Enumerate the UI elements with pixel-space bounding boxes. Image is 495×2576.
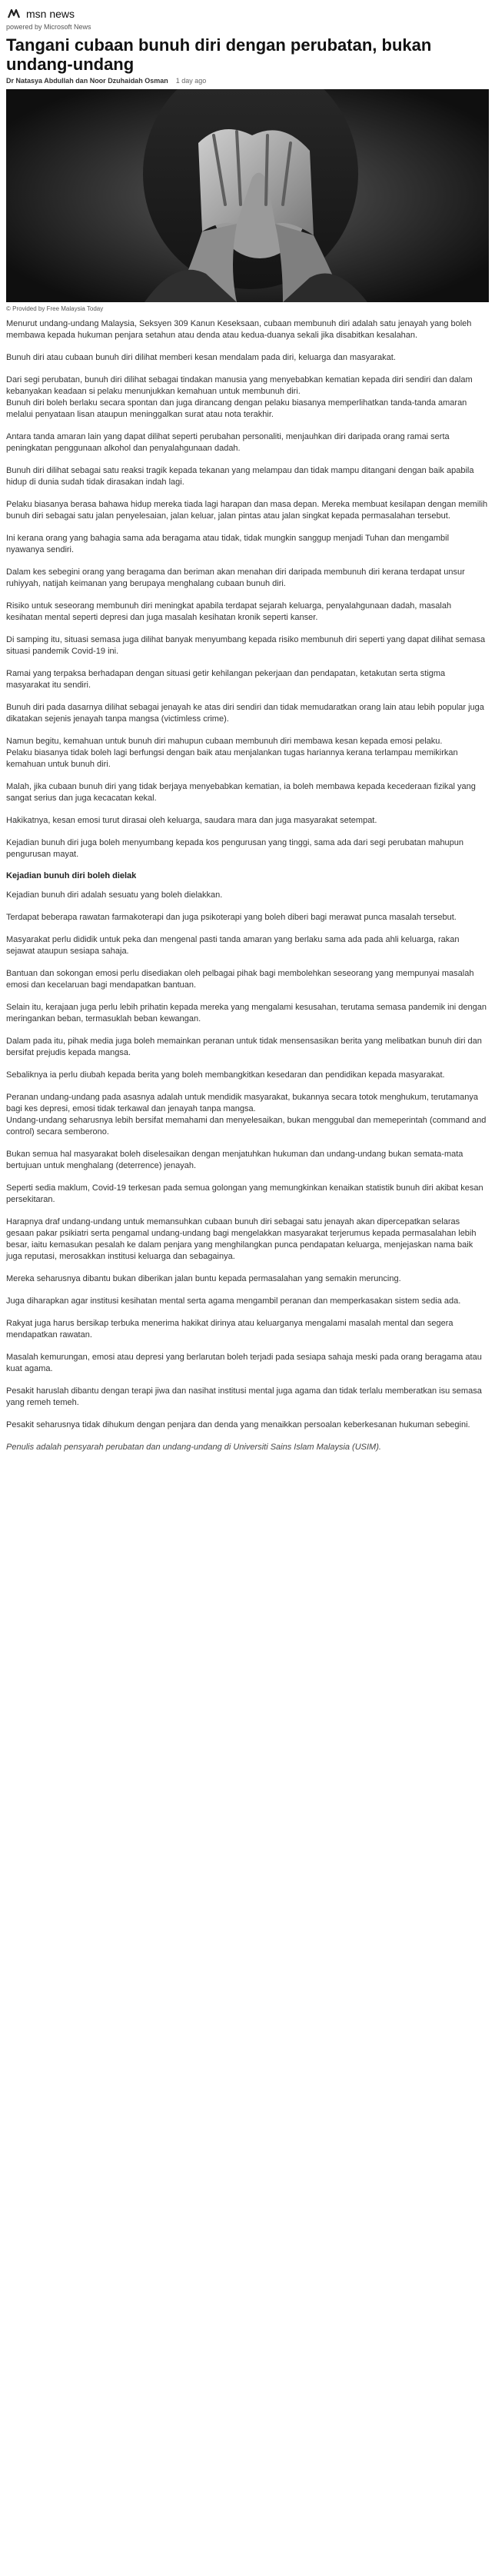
paragraph: Rakyat juga harus bersikap terbuka menerima hakikat dirinya atau keluarganya mengalami masalah mental dan segera mendapatkan rawatan. xyxy=(6,1319,453,1340)
paragraph: Selain itu, kerajaan juga perlu lebih prihatin kepada mereka yang mengalami kesusahan, terutama semasa pandemik ini dengan meringankan beban, termasuklah beban kewangan. xyxy=(6,1003,487,1023)
article-subheading: Kejadian bunuh diri boleh dielak xyxy=(6,871,137,880)
paragraph: Bunuh diri pada dasarnya dilihat sebagai jenayah ke atas diri sendiri dan tidak memudaratkan orang lain atau lebih popular juga dikatakan sejenis jenayah tanpa mangsa (victimless crime). xyxy=(6,703,484,724)
article-title: Tangani cubaan bunuh diri dengan perubatan, bukan undang-undang xyxy=(6,35,432,74)
paragraph: Harapnya draf undang-undang untuk memansuhkan cubaan bunuh diri sebagai satu jenayah akan dipercepatkan selaras gesaan pakar psikiatri serta pengamal undang-undang bagi mengelakkan masyarakat terjerumus kepada permasalahan lebih besar, iaitu kemasukan pesalah ke dalam penjara yang menghilangkan punca pendapatan keluarga, menjejaskan nama baik juga reputasi, merosakkan institusi keluarga dan sebagainya. xyxy=(6,1217,477,1261)
paragraph: Risiko untuk seseorang membunuh diri meningkat apabila terdapat sejarah keluarga, penyalahgunaan dadah, masalah kesihatan mental seperti depresi dan juga masalah kesihatan kronik seperti kanser. xyxy=(6,601,452,622)
paragraph: Sebaliknya ia perlu diubah kepada berita yang boleh membangkitkan kesedaran dan pendidikan kepada masyarakat. xyxy=(6,1070,445,1080)
paragraph: Bunuh diri dilihat sebagai satu reaksi tragik kepada tekanan yang melampau dan tidak mampu ditangani dengan baik apabila hidup di dunia sudah tidak dirasakan indah lagi. xyxy=(6,466,474,487)
paragraph: Dalam kes sebegini orang yang beragama dan beriman akan menahan diri daripada membunuh diri kerana terdapat unsur ruhiyyah, natijah keimanan yang berupaya menghalang cubaan bunuh diri. xyxy=(6,567,465,588)
paragraph: Pesakit haruslah dibantu dengan terapi jiwa dan nasihat institusi mental juga agama dan tidak terlalu memberatkan isu semasa yang remeh temeh. xyxy=(6,1386,482,1407)
paragraph: Bantuan dan sokongan emosi perlu disediakan oleh pelbagai pihak bagi membolehkan seseorang yang mempunyai masalah emosi dan kecelaruan bagi mendapatkan bantuan. xyxy=(6,969,474,990)
paragraph: Malah, jika cubaan bunuh diri yang tidak berjaya menyebabkan kematian, ia boleh membawa kepada kecederaan fizikal yang sangat serius dan juga kecacatan kekal. xyxy=(6,782,476,803)
image-caption: © Provided by Free Malaysia Today xyxy=(6,305,104,312)
brand-name[interactable]: msn news xyxy=(26,8,75,20)
paragraph: Kejadian bunuh diri juga boleh menyumbang kepada kos pengurusan yang tinggi, sama ada dari segi perubatan mahupun pengurusan mayat. xyxy=(6,838,464,859)
paragraph: Antara tanda amaran lain yang dapat dilihat seperti perubahan personaliti, menjauhkan diri daripada orang ramai serta peningkatan penggunaan alkohol dan penyalahgunaan dadah. xyxy=(6,432,450,453)
powered-by-label: powered by Microsoft News xyxy=(6,23,91,31)
paragraph: Dari segi perubatan, bunuh diri dilihat sebagai tindakan manusia yang menyebabkan kematian kepada diri sendiri dan dalam kebanyakan keadaan si pelaku menunjukkan kemahuan untuk membunuh diri. Bunuh diri boleh berlaku secara spontan dan juga dirancang dengan pelaku biasanya memperlihatkan tanda-tanda amaran melalui penyataan lisan ataupun meninggalkan surat atau nota terakhir. xyxy=(6,375,473,419)
paragraph: Dalam pada itu, pihak media juga boleh memainkan peranan untuk tidak mensensasikan berita yang melibatkan bunuh diri dan bersifat prejudis kepada mangsa. xyxy=(6,1037,482,1057)
msn-logo-icon[interactable] xyxy=(6,6,22,22)
site-header xyxy=(6,0,489,22)
paragraph: Hakikatnya, kesan emosi turut dirasai oleh keluarga, saudara mara dan juga masyarakat setempat. xyxy=(6,816,377,825)
paragraph: Kejadian bunuh diri adalah sesuatu yang boleh dielakkan. xyxy=(6,890,223,900)
paragraph: Menurut undang-undang Malaysia, Seksyen 309 Kanun Keseksaan, cubaan membunuh diri adalah satu jenayah yang boleh membawa kepada hukuman penjara setahun atau denda atau kedua-duanya sekali jika disabitkan kesalahan. xyxy=(6,319,472,340)
article-authors[interactable]: Dr Natasya Abdullah dan Noor Dzuhaidah Osman xyxy=(6,77,168,85)
article-paragraphs-continued xyxy=(6,890,489,1431)
paragraph: Bunuh diri atau cubaan bunuh diri dilihat memberi kesan mendalam pada diri, keluarga dan masyarakat. xyxy=(6,353,396,362)
paragraph: Masalah kemurungan, emosi atau depresi yang berlarutan boleh terjadi pada sesiapa sahaja meski pada orang beragama atau kuat agama. xyxy=(6,1353,482,1373)
article-meta xyxy=(6,77,489,85)
paragraph: Terdapat beberapa rawatan farmakoterapi dan juga psikoterapi yang boleh diberi bagi merawat punca masalah tersebut. xyxy=(6,913,457,922)
distressed-woman-photo xyxy=(6,89,489,302)
paragraph: Di samping itu, situasi semasa juga dilihat banyak menyumbang kepada risiko membunuh diri seperti yang dapat dilihat semasa situasi pandemik Covid-19 ini. xyxy=(6,635,486,656)
article-hero-image xyxy=(6,89,489,302)
paragraph: Seperti sedia maklum, Covid-19 terkesan pada semua golongan yang memungkinkan kenaikan statistik bunuh diri akibat kesan persekitaran. xyxy=(6,1183,483,1204)
paragraph: Bukan semua hal masyarakat boleh diselesaikan dengan menjatuhkan hukuman dan undang-undang bukan semata-mata bertujuan untuk menghalang (deterrence) jenayah. xyxy=(6,1150,463,1170)
paragraph: Ini kerana orang yang bahagia sama ada beragama atau tidak, tidak mungkin sanggup menjadi Tuhan dan mengambil nyawanya sendiri. xyxy=(6,534,450,554)
paragraph: Pelaku biasanya berasa bahawa hidup mereka tiada lagi harapan dan masa depan. Mereka membuat kesilapan dengan memilih bunuh diri sebagai satu jalan penyelesaian, jalan keluar, jalan pintas atau jalan singkat kepada permasalahan tersebut. xyxy=(6,500,488,521)
article-body xyxy=(6,318,489,1453)
author-byline: Penulis adalah pensyarah perubatan dan undang-undang di Universiti Sains Islam Malaysia (USIM). xyxy=(6,1443,381,1452)
paragraph: Mereka seharusnya dibantu bukan diberikan jalan buntu kepada permasalahan yang semakin meruncing. xyxy=(6,1274,401,1283)
paragraph: Ramai yang terpaksa berhadapan dengan situasi getir kehilangan pekerjaan dan pendapatan, ketakutan serta stigma masyarakat itu sendiri. xyxy=(6,669,446,690)
paragraph: Namun begitu, kemahuan untuk bunuh diri mahupun cubaan membunuh diri membawa kesan kepada emosi pelaku. Pelaku biasanya tidak boleh lagi berfungsi dengan baik atau menjalankan tugas hariannya kerana terlampau memikirkan kemahuan untuk bunuh diri. xyxy=(6,737,458,769)
paragraph: Pesakit seharusnya tidak dihukum dengan penjara dan denda yang menaikkan persoalan keberkesanan hukuman sebegini. xyxy=(6,1420,470,1429)
paragraph: Peranan undang-undang pada asasnya adalah untuk mendidik masyarakat, bukannya secara totok menghukum, terutamanya bagi kes depresi, emosi tidak terkawal dan jenayah tanpa mangsa. Undang-undang seharusnya lebih bersifat memahami dan menyelesaikan, bukan menggubal dan memeperintah (command and control) secara semberono. xyxy=(6,1093,487,1137)
paragraph: Masyarakat perlu dididik untuk peka dan mengenal pasti tanda amaran yang berlaku sama ada pada ahli keluarga, rakan sejawat ataupun sesiapa sahaja. xyxy=(6,935,460,956)
article-paragraphs xyxy=(6,318,489,860)
paragraph: Juga diharapkan agar institusi kesihatan mental serta agama mengambil peranan dan memperkasakan sistem sedia ada. xyxy=(6,1296,461,1306)
article-timestamp: 1 day ago xyxy=(175,77,207,85)
